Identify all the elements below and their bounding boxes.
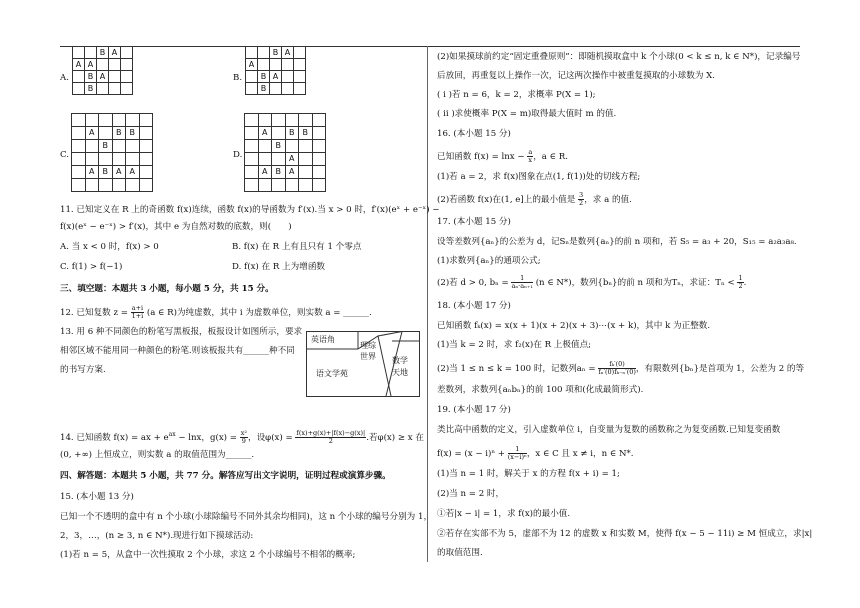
q14-line1 bbox=[60, 429, 424, 445]
q15-heading: 15. (本小题 13 分) bbox=[60, 492, 134, 502]
q14-phi-num: f(x)+g(x)+|f(x)−g(x)| bbox=[296, 428, 366, 437]
grid-cell bbox=[245, 153, 259, 166]
grid-cell bbox=[270, 83, 282, 95]
grid-row bbox=[245, 179, 326, 192]
grid-option-c bbox=[71, 113, 153, 192]
q16-part2-num: 3 bbox=[579, 191, 584, 199]
q14-g-frac bbox=[240, 430, 248, 445]
grid-cell bbox=[97, 59, 109, 71]
q18-part1: (1)当 k = 2 时，求 f₂(x)在 R 上极值点; bbox=[437, 340, 592, 350]
grid-cell bbox=[272, 127, 286, 140]
q17-line1: 设等差数列{aₙ}的公差为 d，记Sₙ是数列{aₙ}的前 n 项和，若 S₅ = a₃ + 20，S₁₅ = a₂a₃a₈. bbox=[437, 237, 797, 247]
q13-line2: 相邻区域不能用同一种颜色的粉笔.则该板报共有______种不同 bbox=[60, 346, 295, 356]
grid-cell bbox=[72, 127, 86, 140]
grid-cell bbox=[85, 114, 99, 127]
q14-g-num: x² bbox=[240, 428, 247, 437]
grid-cell bbox=[112, 153, 126, 166]
grid-option-d bbox=[244, 113, 326, 192]
q17-b-num: 1 bbox=[511, 275, 532, 283]
grid-cell bbox=[73, 71, 85, 83]
q15-part2-line2: 后放回，再重复以上操作一次，记这两次操作中被重复摸取的小球数为 X. bbox=[437, 71, 715, 81]
q17-heading: 17. (本小题 15 分) bbox=[437, 217, 511, 227]
grid-cell bbox=[270, 59, 282, 71]
grid-cell bbox=[258, 179, 272, 192]
grid-cell bbox=[139, 179, 153, 192]
grid-cell bbox=[245, 140, 259, 153]
grid-cell: A bbox=[85, 59, 97, 71]
q18-a-num: fₖ′(0) bbox=[598, 361, 636, 369]
region-english: 英语角 bbox=[311, 335, 335, 344]
grid-row bbox=[72, 179, 153, 192]
grid-cell bbox=[109, 59, 121, 71]
grid-row bbox=[245, 114, 326, 127]
region-math-1: 数学 bbox=[392, 356, 408, 365]
q15-line2: 2，3，…，(n ≥ 3, n ∈ N*).现进行如下摸球活动: bbox=[60, 531, 254, 541]
grid-cell bbox=[258, 153, 272, 166]
q14-phi-den: 2 bbox=[328, 436, 333, 445]
grid-cell bbox=[299, 114, 313, 127]
grid-cell bbox=[99, 114, 113, 127]
grid-row bbox=[245, 127, 326, 140]
q19-text-2: ，x ∈ C 且 x ≠ i，n ∈ N*. bbox=[526, 449, 634, 459]
grid-cell: B bbox=[97, 47, 109, 59]
grid-cell: B bbox=[272, 140, 286, 153]
grid-cell bbox=[272, 179, 286, 192]
grid-row bbox=[245, 166, 326, 179]
option-b-label: B. bbox=[233, 73, 243, 83]
grid-cell bbox=[85, 153, 99, 166]
q14-g-den: 9 bbox=[241, 436, 246, 445]
grid-cell bbox=[109, 83, 121, 95]
section-3-heading: 三、填空题：本题共 3 小题，每小题 5 分，共 15 分。 bbox=[60, 284, 274, 294]
grid-cell: A bbox=[97, 71, 109, 83]
grid-cell: A bbox=[282, 47, 294, 59]
q19-heading: 19. (本小题 17 分) bbox=[437, 405, 511, 415]
grid-cell bbox=[312, 140, 326, 153]
grid-row bbox=[246, 71, 306, 83]
grid-cell bbox=[312, 166, 326, 179]
q14-line2: (0, +∞) 上恒成立，则实数 a 的取值范围为______. bbox=[60, 450, 255, 460]
q17-part1: (1)求数列{aₙ}的通项公式; bbox=[437, 256, 541, 266]
q15-line3: (1)若 n = 5，从盒中一次性摸取 2 个小球，求这 2 个小球编号不相邻的概率; bbox=[60, 550, 356, 560]
q17-b-den: aₙ·aₙ₊₁ bbox=[511, 282, 533, 290]
grid-cell bbox=[73, 47, 85, 59]
q16-part2-den: 2 bbox=[579, 199, 584, 207]
grid-cell bbox=[285, 114, 299, 127]
grid-cell bbox=[245, 114, 259, 127]
q12-fraction bbox=[131, 305, 144, 320]
grid-cell bbox=[272, 114, 286, 127]
q16-num: a bbox=[528, 148, 533, 156]
grid-cell: A bbox=[109, 47, 121, 59]
grid-option-a bbox=[72, 46, 133, 95]
q17-part2 bbox=[437, 275, 746, 290]
grid-cell bbox=[285, 140, 299, 153]
grid-cell bbox=[312, 153, 326, 166]
grid-cell: B bbox=[85, 83, 97, 95]
grid-cell: A bbox=[85, 166, 99, 179]
grid-cell bbox=[312, 179, 326, 192]
grid-cell bbox=[99, 153, 113, 166]
q17-b-frac bbox=[511, 275, 532, 290]
region-chinese: 语文学苑 bbox=[316, 369, 348, 378]
grid-cell: B bbox=[85, 71, 97, 83]
grid-row bbox=[73, 47, 133, 59]
grid-cell bbox=[126, 153, 140, 166]
q12-text: 12. 已知复数 z = bbox=[60, 308, 128, 318]
q15-line1: 已知一个不透明的盒中有 n 个小球(小球除编号不同外其余均相同)，这 n 个小球的编号分别为 1， bbox=[60, 512, 433, 522]
grid-cell bbox=[312, 127, 326, 140]
q17-part2-text: (2)若 d > 0, bₙ = bbox=[437, 278, 509, 288]
q11-option-b: B. f(x) 在 R 上有且只有 1 个零点 bbox=[232, 242, 362, 252]
q19-num: 1 bbox=[508, 446, 527, 454]
header-rule bbox=[60, 46, 800, 47]
grid-cell bbox=[299, 140, 313, 153]
grid-cell bbox=[121, 83, 133, 95]
grid-cell bbox=[85, 179, 99, 192]
grid-row bbox=[245, 140, 326, 153]
q16-heading: 16. (本小题 15 分) bbox=[437, 129, 511, 139]
grid-cell bbox=[258, 59, 270, 71]
grid-row bbox=[72, 166, 153, 179]
grid-cell bbox=[72, 114, 86, 127]
grid-cell bbox=[97, 83, 109, 95]
grid-cell bbox=[73, 83, 85, 95]
grid-cell bbox=[99, 179, 113, 192]
option-c-label: C. bbox=[60, 150, 70, 160]
q16-part2-text: (2)若函数 f(x)在(1, e]上的最小值是 bbox=[437, 195, 576, 205]
grid-cell bbox=[112, 140, 126, 153]
region-math-2: 天地 bbox=[392, 368, 408, 377]
grid-cell bbox=[299, 166, 313, 179]
q14-text-a: 14. 已知函数 f(x) = ax + e bbox=[60, 432, 169, 443]
q17-half-den: 2 bbox=[738, 282, 743, 290]
grid-cell bbox=[299, 179, 313, 192]
q17-period: . bbox=[743, 278, 747, 288]
grid-cell bbox=[72, 140, 86, 153]
q12 bbox=[60, 305, 372, 320]
grid-cell: B bbox=[299, 127, 313, 140]
grid-cell bbox=[272, 153, 286, 166]
grid-row bbox=[246, 59, 306, 71]
q19-frac bbox=[508, 446, 527, 461]
grid-row bbox=[245, 153, 326, 166]
q18-a-den: fₙ′(0)fₖ₋ₙ′(0) bbox=[598, 368, 636, 376]
section-4-heading: 四、解答题：本题共 5 小题，共 77 分。解答应写出文字说明，证明过程或演算步骤。 bbox=[60, 471, 391, 481]
q19-part2: (2)当 n = 2 时， bbox=[437, 489, 505, 499]
q16-line1 bbox=[437, 149, 568, 164]
q11-line2: f(x)(eˣ − e⁻ˣ) > f′(x)，其中 e 为自然对数的底数，则( ) bbox=[60, 222, 292, 232]
grid-cell bbox=[282, 83, 294, 95]
grid-option-b bbox=[245, 46, 306, 95]
q11-line1: 11. 已知定义在 R 上的奇函数 f(x)连续，函数 f(x)的导函数为 f′(x).当 x > 0 时，f′(x)(eˣ + e⁻ˣ) − bbox=[60, 205, 440, 215]
grid-cell bbox=[126, 140, 140, 153]
grid-cell bbox=[258, 140, 272, 153]
grid-cell: B bbox=[99, 166, 113, 179]
grid-cell: B bbox=[258, 83, 270, 95]
grid-cell bbox=[139, 166, 153, 179]
option-d-label: D. bbox=[233, 150, 243, 160]
grid-cell bbox=[282, 59, 294, 71]
q18-heading: 18. (本小题 17 分) bbox=[437, 301, 511, 311]
q18-a-frac bbox=[598, 361, 636, 376]
q17-half-num: 1 bbox=[738, 274, 743, 282]
grid-cell bbox=[312, 114, 326, 127]
q16-part2 bbox=[437, 192, 632, 207]
q15-part2-line1: (2)如果摸球前约定“固定重叠原则”：即随机摸取盒中 k 个小球(0 < k ≤ n, k ∈ N*)，记录编号 bbox=[437, 52, 801, 62]
grid-cell: B bbox=[112, 127, 126, 140]
grid-cell bbox=[85, 140, 99, 153]
region-science-1: 理综 bbox=[360, 341, 376, 350]
grid-row bbox=[73, 59, 133, 71]
q19-line1: 类比高中函数的定义，引入虚数单位 i，自变量为复数的函数称之为复变函数.已知复变函数 bbox=[437, 425, 781, 435]
grid-cell bbox=[246, 83, 258, 95]
q14-text-c: ，设φ(x) = bbox=[247, 432, 293, 443]
q18-part2-text-2: ，有限数列{bₙ}是首项为 1，公差为 2 的等 bbox=[635, 364, 805, 374]
grid-cell: A bbox=[285, 153, 299, 166]
grid-cell bbox=[85, 47, 97, 59]
grid-cell bbox=[126, 114, 140, 127]
grid-cell bbox=[258, 47, 270, 59]
grid-cell bbox=[139, 153, 153, 166]
grid-cell bbox=[126, 179, 140, 192]
grid-cell: A bbox=[112, 166, 126, 179]
q14-text-b: − lnx，g(x) = bbox=[175, 432, 237, 443]
grid-cell bbox=[72, 153, 86, 166]
grid-cell: A bbox=[270, 71, 282, 83]
q18-line1: 已知函数 fₖ(x) = x(x + 1)(x + 2)(x + 3)⋯(x + k)，其中 k 为正整数. bbox=[437, 321, 711, 331]
grid-row bbox=[72, 140, 153, 153]
grid-row bbox=[72, 114, 153, 127]
grid-cell bbox=[294, 83, 306, 95]
grid-cell: A bbox=[285, 166, 299, 179]
grid-cell bbox=[72, 166, 86, 179]
grid-cell bbox=[258, 114, 272, 127]
option-a-label: A. bbox=[60, 73, 69, 83]
q11-option-d: D. f(x) 在 R 上为增函数 bbox=[232, 262, 326, 272]
grid-row bbox=[73, 71, 133, 83]
grid-cell: A bbox=[85, 127, 99, 140]
q18-part2-line2: 差数列，求数列{aₙbₙ}的前 100 项和(化成最简形式). bbox=[437, 385, 644, 395]
q17-part2-text-2: (n ∈ N*)，数列{bₙ}的前 n 项和为Tₙ，求证：Tₙ < bbox=[535, 278, 735, 288]
q14-exp: ax bbox=[168, 431, 176, 438]
grid-cell bbox=[294, 59, 306, 71]
q19-part2-ii: ②若存在实部不为 5，虚部不为 12 的虚数 x 和实数 M，使得 f(x − 5 − 11i) ≥ M 恒成立，求|x| bbox=[437, 529, 813, 539]
grid-row bbox=[72, 127, 153, 140]
q14-text-d: .若φ(x) ≥ x 在 bbox=[366, 432, 424, 443]
grid-cell bbox=[245, 179, 259, 192]
q14-phi-frac bbox=[295, 430, 366, 445]
grid-cell bbox=[245, 127, 259, 140]
grid-cell bbox=[139, 140, 153, 153]
grid-row bbox=[246, 83, 306, 95]
grid-cell: B bbox=[270, 47, 282, 59]
grid-cell bbox=[72, 179, 86, 192]
grid-cell: A bbox=[258, 127, 272, 140]
q18-part2 bbox=[437, 361, 804, 376]
grid-cell: B bbox=[285, 127, 299, 140]
grid-cell bbox=[299, 153, 313, 166]
q19-text: f(x) = (x − i)ⁿ + bbox=[437, 449, 506, 459]
grid-cell bbox=[246, 47, 258, 59]
q18-part2-text: (2)当 1 ≤ n ≤ k = 100 时，记数列aₙ = bbox=[437, 364, 596, 374]
q15-part2-i: ( i )若 n = 6，k = 2，求概率 P(X = 1); bbox=[437, 90, 596, 100]
q13-line1: 13. 用 6 种不同颜色的粉笔写黑板报，板报设计如图所示，要求 bbox=[60, 327, 303, 337]
grid-cell bbox=[139, 114, 153, 127]
grid-cell bbox=[285, 179, 299, 192]
grid-cell: B bbox=[126, 127, 140, 140]
q19-part2-ii-line2: 的取值范围. bbox=[437, 548, 483, 558]
grid-cell bbox=[112, 114, 126, 127]
q12-num: a+i bbox=[131, 304, 144, 312]
grid-cell: B bbox=[258, 71, 270, 83]
grid-row bbox=[73, 83, 133, 95]
q19-line2 bbox=[437, 446, 634, 461]
grid-cell bbox=[282, 71, 294, 83]
q16-part2-text-2: ，求 a 的值. bbox=[584, 195, 632, 205]
grid-cell bbox=[121, 59, 133, 71]
grid-cell: B bbox=[99, 140, 113, 153]
q11-option-c: C. f(1) > f(−1) bbox=[60, 262, 123, 272]
q15-part2-ii: ( ii )求使概率 P(X = m)取得最大值时 m 的值. bbox=[437, 109, 617, 119]
grid-cell: A bbox=[73, 59, 85, 71]
q13-line3: 的书写方案. bbox=[60, 365, 106, 375]
grid-cell bbox=[112, 179, 126, 192]
q11-option-a: A. 当 x < 0 时，f(x) > 0 bbox=[60, 242, 159, 252]
q16-part1: (1)若 a = 2，求 f(x)图象在点(1, f(1))处的切线方程; bbox=[437, 172, 641, 182]
q16-text-2: ，a ∈ R. bbox=[533, 152, 568, 162]
grid-cell: A bbox=[126, 166, 140, 179]
grid-cell bbox=[245, 166, 259, 179]
region-science-2: 世界 bbox=[360, 352, 376, 361]
grid-cell bbox=[294, 47, 306, 59]
grid-cell bbox=[121, 47, 133, 59]
column-divider bbox=[427, 46, 428, 562]
grid-cell bbox=[139, 127, 153, 140]
grid-cell bbox=[121, 71, 133, 83]
grid-cell bbox=[294, 71, 306, 83]
grid-cell: A bbox=[246, 59, 258, 71]
q12-den: 1+i bbox=[131, 312, 144, 320]
q19-den: (x−i)ⁿ bbox=[507, 453, 527, 461]
q16-text: 已知函数 f(x) = lnx − bbox=[437, 152, 525, 162]
q12-text-2: (a ∈ R)为纯虚数，其中 i 为虚数单位，则实数 a = ______. bbox=[146, 308, 372, 318]
grid-cell: A bbox=[258, 166, 272, 179]
grid-row bbox=[72, 153, 153, 166]
q19-part2-i: ①若|x − i| = 1，求 f(x)的最小值. bbox=[437, 509, 571, 519]
grid-row bbox=[246, 47, 306, 59]
grid-cell bbox=[99, 127, 113, 140]
q16-den: x bbox=[528, 156, 533, 164]
grid-cell: B bbox=[272, 166, 286, 179]
q19-part1: (1)当 n = 1 时，解关于 x 的方程 f(x + i) = 1; bbox=[437, 469, 620, 479]
grid-cell bbox=[109, 71, 121, 83]
grid-cell bbox=[246, 71, 258, 83]
